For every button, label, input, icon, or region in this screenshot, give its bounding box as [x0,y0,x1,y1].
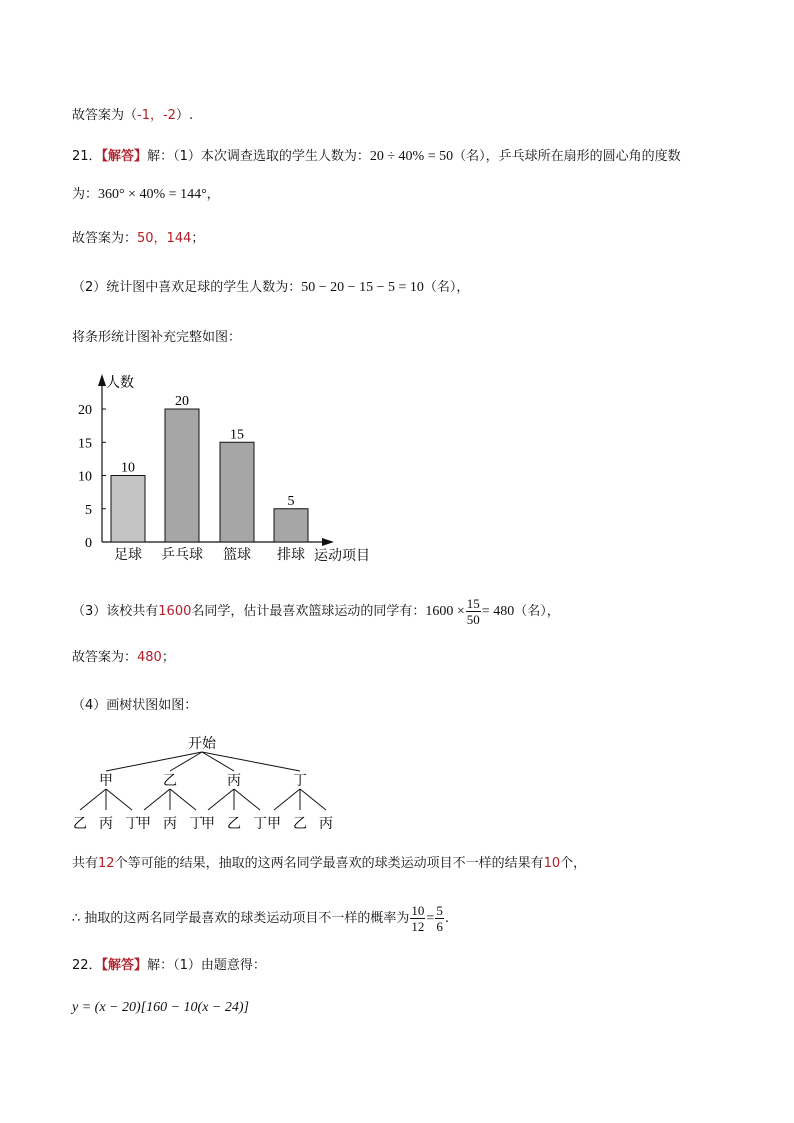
text: ∴ 抽取的这两名同学最喜欢的球类运动项目不一样的概率为 [72,911,410,926]
text: 个等可能的结果，抽取的这两名同学最喜欢的球类运动项目不一样的结果有 [114,856,544,871]
q21-part2 [72,279,469,297]
y-tick-label: 5 [85,502,92,518]
tree-branch: 丁 [293,773,307,789]
text: （3）该校共有 [72,604,159,619]
tree-branch: 甲 [99,773,113,789]
text: （4）画树状图如图： [72,698,198,713]
q21-part4 [72,697,197,715]
tree-edge [170,789,196,810]
text: ）. [175,108,194,123]
text: （2）统计图中喜欢足球的学生人数为： [72,280,302,295]
bar [274,509,308,542]
q21-fill-text [72,329,241,347]
y-axis-arrow [98,374,106,386]
q21-line2 [72,186,220,204]
text: （名）， [423,280,470,295]
tree-leaf: 丁 [253,816,267,832]
tree-root: 开始 [188,736,216,752]
math-expression: = 480 [481,604,515,619]
number: 10 [543,856,561,871]
q21-part3 [72,596,560,627]
math-expression: 1600 × [425,604,465,619]
tree-edge [274,789,300,810]
tree-edge [300,789,326,810]
text: 个， [560,856,587,871]
y-tick-label: 10 [78,469,92,485]
text: （名）， [514,604,560,619]
y-tick-label: 0 [85,536,92,551]
text: 故答案为（ [72,108,138,123]
x-tick-label: 乒乓球 [161,547,203,563]
math-expression: 360° × 40% = 144° [98,187,207,202]
tree-diagram [60,730,360,835]
text: 共有 [72,856,99,871]
text: 解：（1）本次调查选取的学生人数为： [147,149,370,164]
q21-line1 [72,148,681,166]
bar-chart [60,368,390,568]
tree-edge [80,789,106,810]
question-number: 21． [72,149,102,164]
answer-tag: 【解答】 [101,958,148,973]
x-axis-arrow [322,538,334,546]
text: ； [191,231,205,246]
tree-leaf: 丁 [125,816,139,832]
x-tick-label: 排球 [277,547,305,563]
q21-probability [72,903,449,934]
math-expression: 20 ÷ 40% = 50 [369,149,454,164]
text: 故答案为： [72,650,138,665]
fraction [435,903,444,934]
tree-edge [106,789,132,810]
bar [220,442,254,542]
bar [111,476,145,543]
text: ； [161,650,175,665]
q22-line1 [72,957,266,975]
tree-edge [208,789,234,810]
bar-value-label: 15 [230,427,244,443]
answer-tag: 【解答】 [101,149,148,164]
q21-answer3 [72,649,175,667]
tree-edge [106,752,202,771]
tree-leaf: 乙 [227,816,241,832]
q21-answer1 [72,230,204,248]
x-tick-label: 足球 [114,547,142,563]
tree-edge [202,752,300,771]
tree-leaf: 乙 [73,816,87,832]
tree-edge [144,789,170,810]
tree-leaf: 丁 [189,816,203,832]
y-tick-label: 15 [78,436,92,452]
y-axis-label: 人数 [106,375,134,391]
denominator: 12 [411,919,425,934]
bar-value-label: 10 [121,460,135,476]
fraction [466,596,481,627]
denominator: 50 [466,612,480,627]
tree-leaf: 丙 [99,816,113,832]
fraction [410,903,425,934]
text: 故答案为： [72,231,138,246]
text: . [444,911,449,926]
tree-branch: 乙 [163,773,177,789]
tree-leaf: 丙 [163,816,177,832]
tree-leaf: 乙 [293,816,307,832]
number: 12 [98,856,115,871]
x-axis-label: 运动项目 [314,548,370,564]
bar [165,409,199,542]
tree-edge [234,789,260,810]
text: 将条形统计图补充完整如图： [72,330,242,345]
y-tick-label: 20 [78,403,92,418]
q22-equation: y = (x − 20)[160 − 10(x − 24)] [72,1000,249,1015]
text: 解：（1）由题意得： [147,958,266,973]
tree-leaf: 甲 [137,816,151,832]
tree-leaf: 丙 [319,816,333,832]
bar-value-label: 5 [287,493,295,509]
tree-leaf: 甲 [201,816,215,832]
answer-value: 480 [137,650,162,665]
number: 1600 [158,604,192,619]
text: 为： [72,187,99,202]
text: ， [206,187,220,202]
x-tick-label: 篮球 [223,547,251,563]
tree-branch: 丙 [227,773,241,789]
math-expression: 50 − 20 − 15 − 5 = 10 [301,280,424,295]
denominator: 6 [436,919,443,934]
q21-result [72,855,586,873]
question-number: 22． [72,958,102,973]
bar-value-label: 20 [175,394,189,409]
equals: = [426,911,435,926]
tree-leaf: 甲 [267,816,281,832]
answer-value: -1，-2 [137,108,176,123]
numerator: 5 [436,903,443,918]
text: （名），乒乓球所在扇形的圆心角的度数 [453,149,681,164]
numerator: 15 [466,596,480,611]
numerator: 10 [411,903,425,918]
answer-line-q20 [72,107,193,125]
text: 名同学，估计最喜欢篮球运动的同学有： [191,604,426,619]
answer-value: 50，144 [137,231,192,246]
